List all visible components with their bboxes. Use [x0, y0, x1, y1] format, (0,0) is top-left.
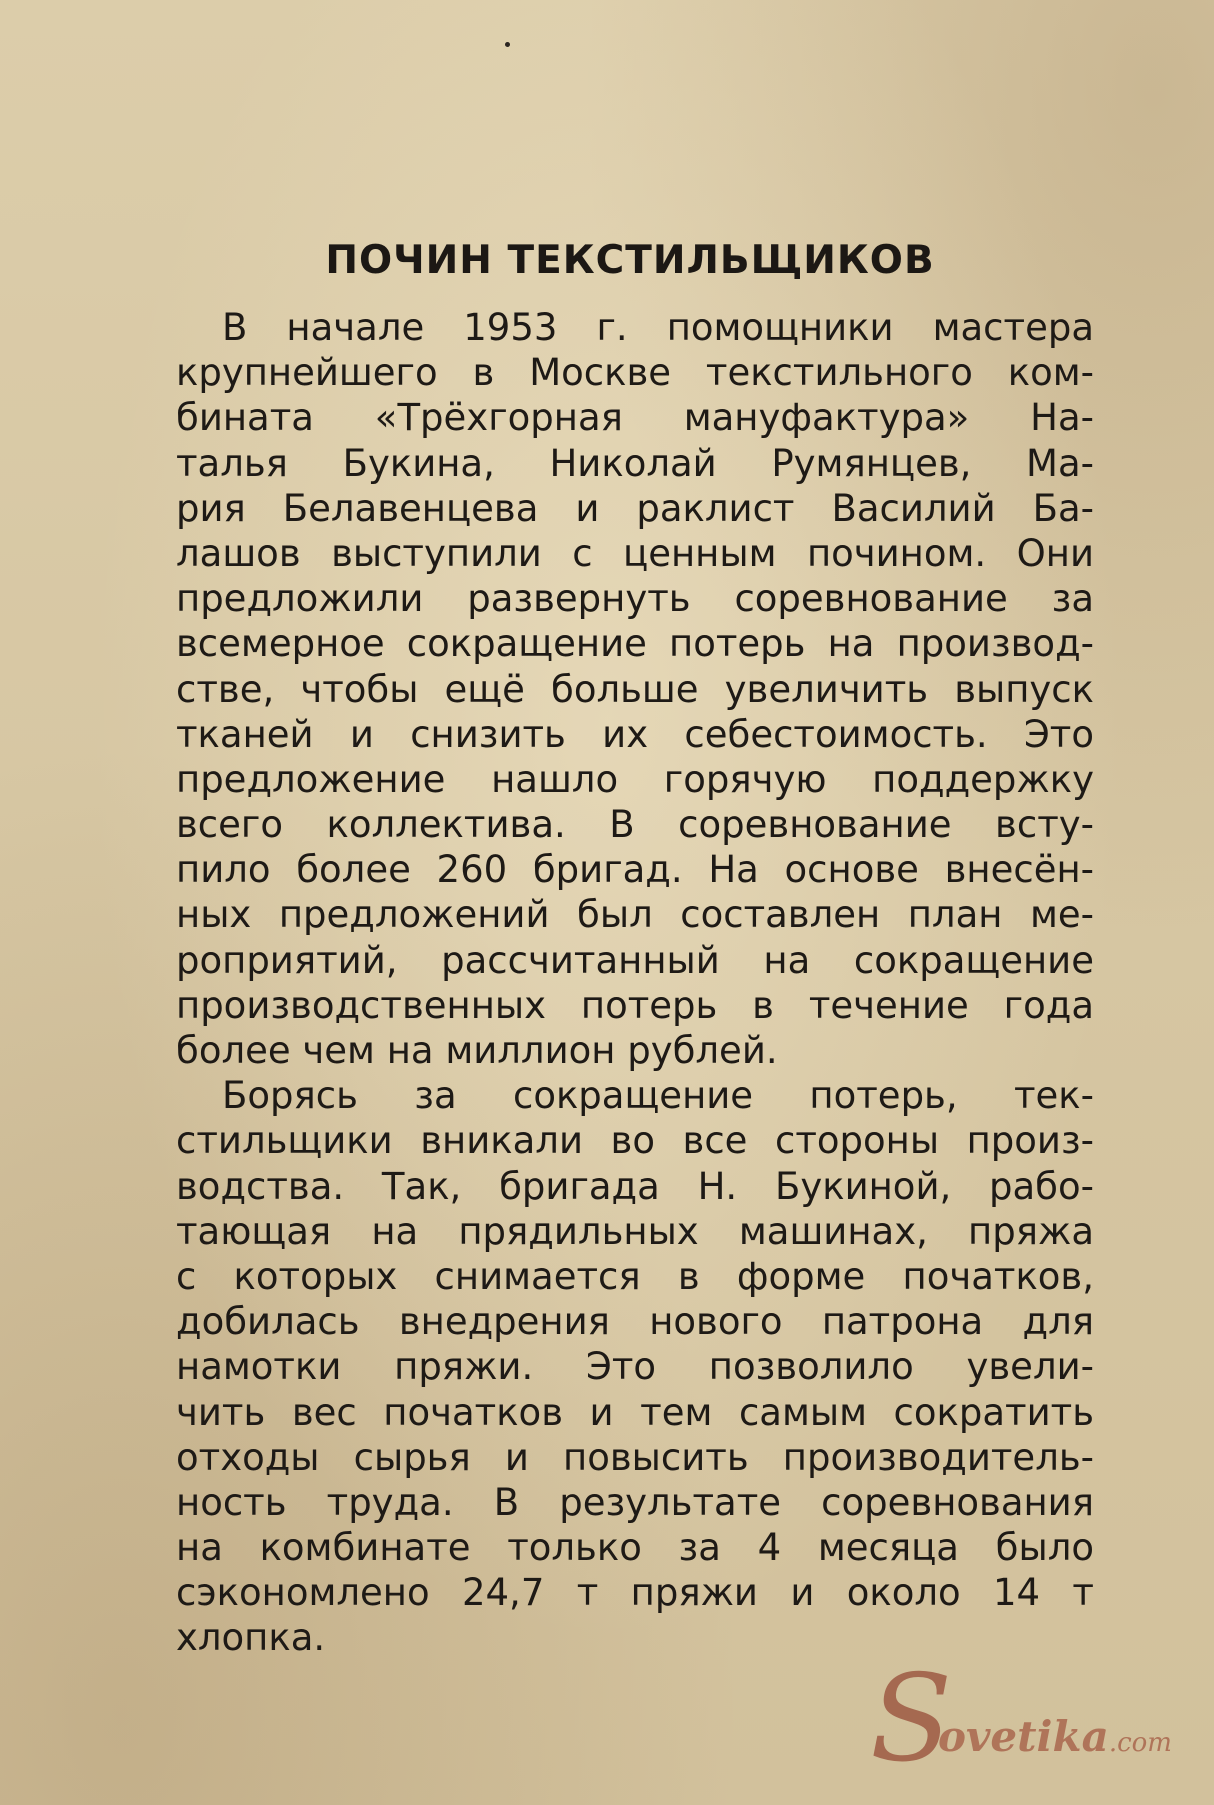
text-line: ных предложений был составлен план ме- — [176, 893, 1094, 937]
text-line: добилась внедрения нового патрона для — [176, 1300, 1094, 1344]
text-line: чить вес початков и тем самым сократить — [176, 1390, 1094, 1434]
print-dot — [505, 42, 510, 47]
text-line: водства. Так, бригада Н. Букиной, рабо- — [176, 1164, 1094, 1208]
text-line: предложили развернуть соревнование за — [176, 577, 1094, 621]
text-line: тающая на прядильных машинах, пряжа — [176, 1209, 1094, 1253]
text-line: талья Букина, Николай Румянцев, Ма- — [176, 441, 1094, 485]
text-line: с которых снимается в форме початков, — [176, 1254, 1094, 1298]
text-line: Борясь за сокращение потерь, тек- — [222, 1074, 1094, 1118]
text-line: стильщики вникали во все стороны произ- — [176, 1119, 1094, 1163]
text-line: более чем на миллион рублей. — [176, 1029, 778, 1072]
text-line: всемерное сокращение потерь на производ- — [176, 622, 1094, 666]
sovetika-watermark-logo — [870, 1650, 1200, 1790]
watermark-letter: S — [870, 1650, 953, 1789]
text-line: хлопка. — [176, 1616, 326, 1660]
text-line: бината «Трёхгорная мануфактура» На- — [176, 396, 1094, 440]
text-line: отходы сырья и повысить производитель- — [176, 1435, 1094, 1479]
text-line: тканей и снизить их себестоимость. Это — [176, 712, 1094, 756]
text-line: предложение нашло горячую поддержку — [176, 757, 1094, 801]
text-line: В начале 1953 г. помощники мастера — [222, 306, 1094, 349]
text-line: пило более 260 бригад. На основе внесён- — [176, 848, 1094, 892]
text-line: сэкономлено 24,7 т пряжи и около 14 т — [176, 1571, 1094, 1615]
text-line: всего коллектива. В соревнование всту- — [176, 803, 1094, 847]
watermark-text — [938, 1712, 1172, 1761]
text-line: ность труда. В результате соревнования — [176, 1480, 1094, 1524]
page-title: ПОЧИН ТЕКСТИЛЬЩИКОВ — [325, 238, 935, 283]
text-line: на комбинате только за 4 месяца было — [176, 1526, 1094, 1570]
text-line: лашов выступили с ценным почином. Они — [176, 531, 1094, 575]
text-line: стве, чтобы ещё больше увеличить выпуск — [176, 667, 1094, 711]
watermark-suffix: .com — [1108, 1728, 1172, 1758]
article-body — [176, 305, 1094, 1661]
text-line: крупнейшего в Москве текстильного ком- — [176, 351, 1094, 395]
text-line: намотки пряжи. Это позволило увели- — [176, 1345, 1094, 1389]
text-line: роприятий, рассчитанный на сокращение — [176, 938, 1094, 982]
watermark-name: ovetika — [938, 1712, 1109, 1761]
text-line: производственных потерь в течение года — [176, 983, 1094, 1027]
text-line: рия Белавенцева и раклист Василий Ба- — [176, 486, 1094, 530]
